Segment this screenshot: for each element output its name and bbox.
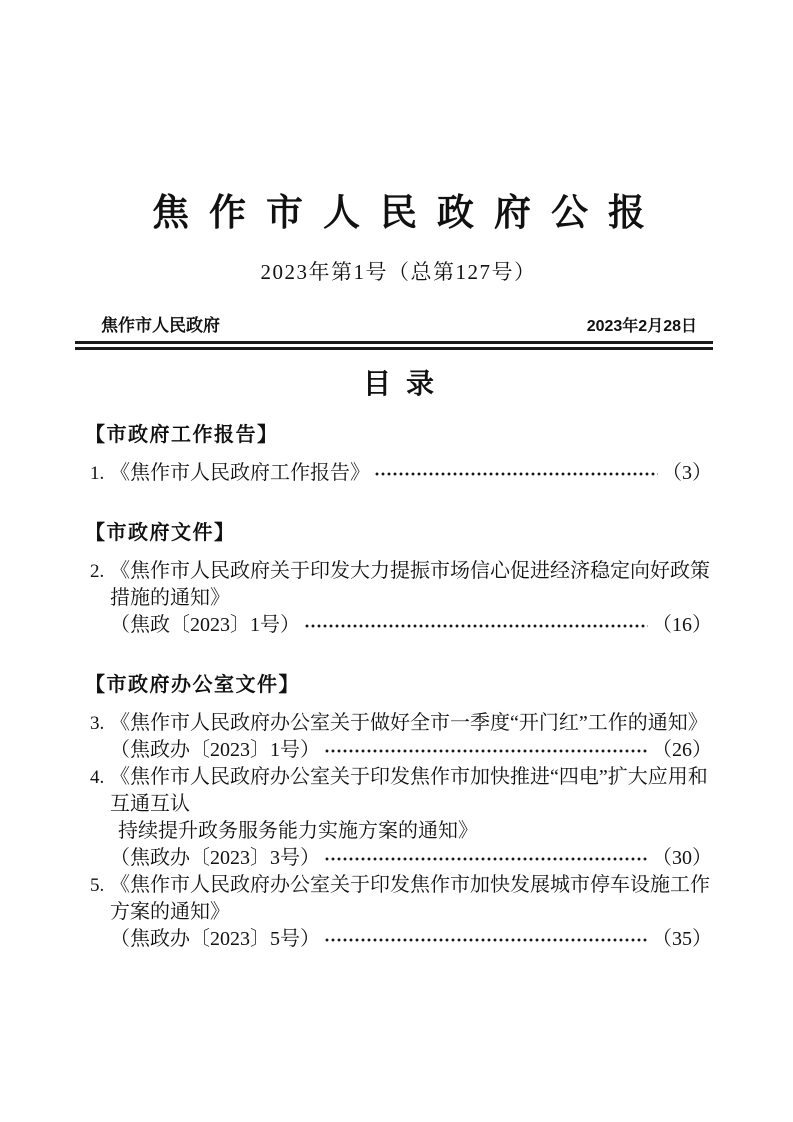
toc-item-number: 1.	[90, 463, 105, 484]
toc-item-page: （3）	[662, 462, 712, 484]
toc-item-number: 2.	[90, 561, 105, 582]
publish-date: 2023年2月28日	[586, 318, 697, 335]
toc-item-title-row	[90, 764, 712, 818]
toc-item-page: （26）	[652, 739, 712, 761]
toc-item	[85, 872, 712, 953]
toc-item-title: 《焦作市人民政府办公室关于印发焦作市加快推进“四电”扩大应用和互通互认	[110, 766, 708, 815]
section-item-list	[85, 710, 712, 953]
toc-item-page: （30）	[652, 847, 712, 869]
dot-leader	[304, 619, 648, 633]
toc-item	[85, 764, 712, 872]
toc-item	[85, 460, 712, 487]
masthead-row	[85, 316, 712, 341]
toc-item-page: （16）	[652, 614, 712, 636]
toc-item-title: 《焦作市人民政府办公室关于印发焦作市加快发展城市停车设施工作方案的通知》	[110, 874, 710, 923]
section-heading: 【市政府工作报告】	[85, 424, 279, 446]
toc-item-title-row	[90, 872, 712, 926]
page-title: 焦作市人民政府公报	[152, 193, 665, 234]
dot-leader	[374, 467, 658, 481]
toc-item-continuation	[90, 818, 712, 845]
toc-item-ref-row	[110, 845, 712, 872]
section-item-list	[85, 558, 712, 639]
toc-item-ref: （焦政〔2023〕1号）	[110, 614, 300, 636]
toc-section	[85, 423, 712, 487]
toc-item-ref: （焦政办〔2023〕1号）	[110, 739, 320, 761]
toc-item-number: 4.	[90, 767, 105, 788]
section-heading: 【市政府文件】	[85, 522, 236, 544]
toc-item-title-row	[90, 558, 712, 612]
toc-item-title: 《焦作市人民政府工作报告》	[110, 462, 370, 484]
section-heading: 【市政府办公室文件】	[85, 674, 300, 696]
toc-item-title-row	[90, 460, 712, 487]
toc-item-title: 《焦作市人民政府办公室关于做好全市一季度“开门红”工作的通知》	[110, 712, 708, 734]
toc-section	[85, 521, 712, 639]
toc-item	[85, 710, 712, 764]
toc-item-ref: （焦政办〔2023〕3号）	[110, 847, 320, 869]
dot-leader	[324, 933, 648, 947]
publisher-name: 焦作市人民政府	[101, 316, 220, 335]
toc-item-ref-row	[110, 737, 712, 764]
toc-item-ref-row	[110, 612, 712, 639]
toc-item	[85, 558, 712, 639]
toc-item-number: 5.	[90, 875, 105, 896]
dot-leader	[324, 852, 648, 866]
section-item-list	[85, 460, 712, 487]
toc-item-number: 3.	[90, 713, 105, 734]
toc	[85, 423, 712, 953]
dot-leader	[324, 744, 648, 758]
toc-title: 目录	[362, 369, 449, 400]
toc-item-title-continued: 持续提升政务服务能力实施方案的通知》	[118, 820, 478, 842]
double-rule	[75, 341, 713, 350]
toc-item-title-row	[90, 710, 712, 737]
toc-item-page: （35）	[652, 928, 712, 950]
toc-item-ref: （焦政办〔2023〕5号）	[110, 928, 320, 950]
toc-section	[85, 673, 712, 953]
issue-line: 2023年第1号（总第127号）	[260, 260, 537, 284]
toc-item-title: 《焦作市人民政府关于印发大力提振市场信心促进经济稳定向好政策措施的通知》	[110, 560, 710, 609]
toc-item-ref-row	[110, 926, 712, 953]
